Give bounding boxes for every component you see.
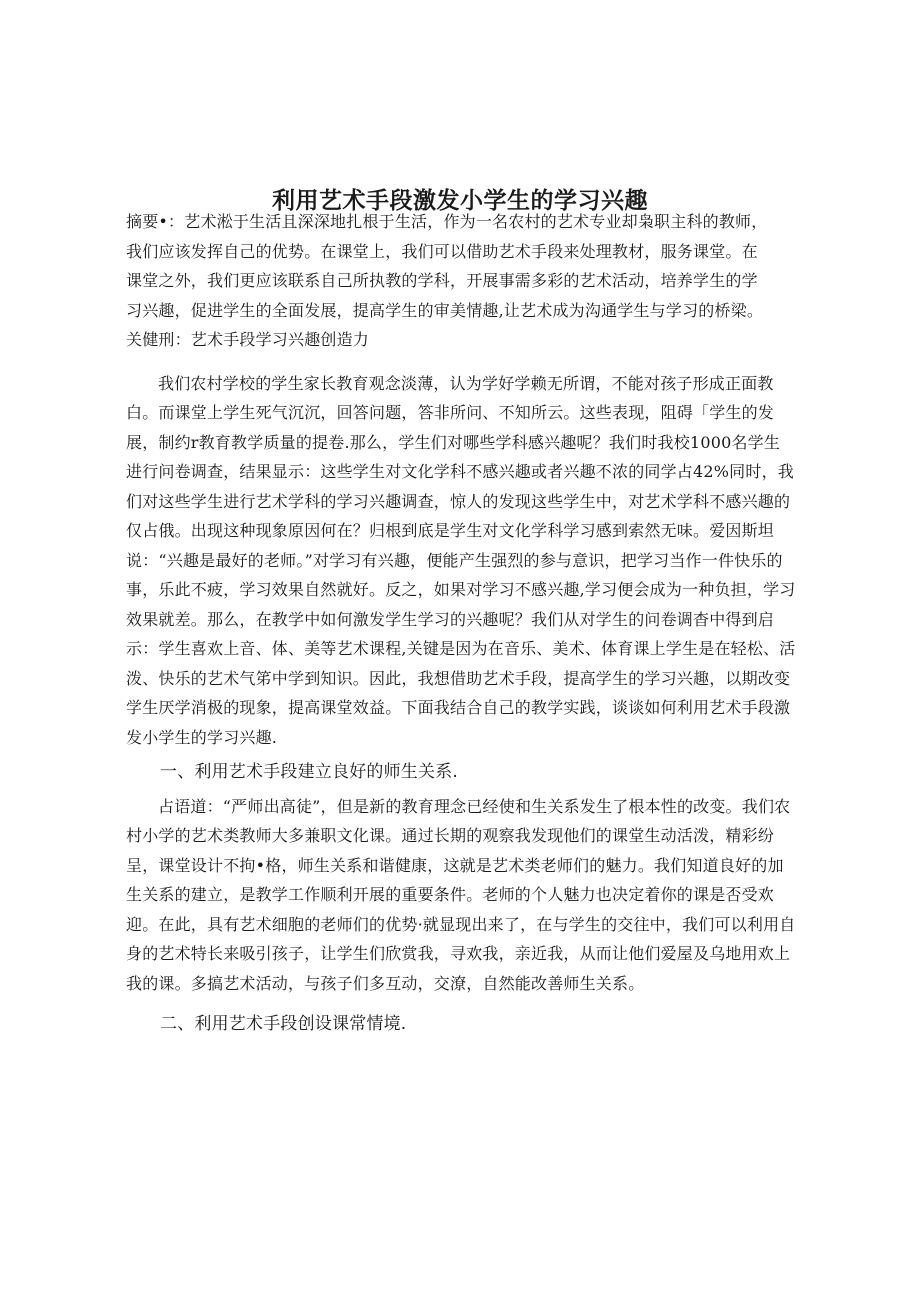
abstract-line: 课堂之外，我们更应该联系自己所执教的学科，开展事需多彩的艺术活动，培养学生的学 — [126, 271, 758, 290]
abstract-line: 习兴趣，促进学生的全面发展，提高学生的审美情趣,让艺术成为沟通学生与学习的桥梁。 — [126, 300, 764, 320]
abstract-line: 摘要•：艺术淞于生活且深深地扎根于生活，作为一名农村的艺术专业却枭职主科的教师， — [126, 212, 768, 231]
intro-paragraph: 我们农村学校的学生家长教育观念淡薄，认为学好学赖无所谓，不能对孩子形成正面教白。而课堂上学生死气沉沉，回答问题，答非所问、不知所云。这些表现，阻碍「学生的发展，制约r教育教学质量的提卷.那么，学生们对哪些学科感兴趣呢？我们时我校1000名学生进行问卷调查，结果显示：这些学生对文化学科不感兴趣或者兴趣不浓的同学占42%同时，我们对这些学生进行艺术学科的学习兴趣调查，惊人的发现这些学生中，对艺术学科不感兴趣的仅占俄。出现这种现象原因何在？归根到底是学生对文化学科学习感到索然无味。爱因斯坦说：“兴趣是最好的老师。”对学习有兴趣，便能产生强烈的参与意识，把学习当作一件快乐的事，乐此不疲，学习效果自然就好。反之，如果对学习不感兴趣,学习便会成为一种负担，学习效果就差。那么，在教学中如何激发学生学习的兴趣呢？我们从对学生的问卷调杳中得到启示：学生喜欢上音、体、美等艺术课程,关键是因为在音乐、美术、体育课上学生是在轻松、活泼、快乐的艺术气笫中学到知识。因此，我想借助艺术手段，提高学生的学习兴趣，以期改变学生厌学消极的现象，提高课堂效益。下面我结合自己的教学实践，谈谈如何利用艺术手段激发小学生的学习兴趣. — [126, 373, 796, 747]
section-heading-1: 一、利用艺术手段建立良好的师生关系. — [160, 762, 459, 782]
keywords-line: 关健刑：艺术手段学习兴趣创造力 — [126, 330, 370, 349]
document-title: 利用艺术手段激发小学生的学习兴趣 — [272, 188, 648, 215]
section-heading-2: 二、利用艺术手段创设课常情境. — [160, 1014, 407, 1034]
document-body — [126, 207, 796, 1040]
abstract-line: 我们应该发挥自己的优势。在课堂上，我们可以借助艺术手段来处理教材，服务课堂。在 — [126, 241, 758, 261]
section-paragraph-1: 占语道：“严师出高徒”，但是新的教育理念已经使和生关系发生了根本性的改变。我们农村小学的艺术类教师大多兼职文化课。通过长期的观察我发现他们的课堂生动活泼，精彩纷呈，课堂设计不拘•格，师生关系和谐健康，这就是艺术类老师们的魅力。我们知道良好的加生关系的建立，是教学工作顺利开展的重要条件。老师的个人魅力也决定着你的课是否受欢迎。在此，具有艺术细胞的老师们的优势·就显现出来了，在与学生的交往中，我们可以利用自身的艺术特长来吸引孩子，让学生们欣赏我，寻欢我，亲近我，从而让他们爱屋及乌地用欢上我的课。多搞艺术活动，与孩子们多互动，交潦，自然能改善师生关系。 — [126, 796, 796, 993]
